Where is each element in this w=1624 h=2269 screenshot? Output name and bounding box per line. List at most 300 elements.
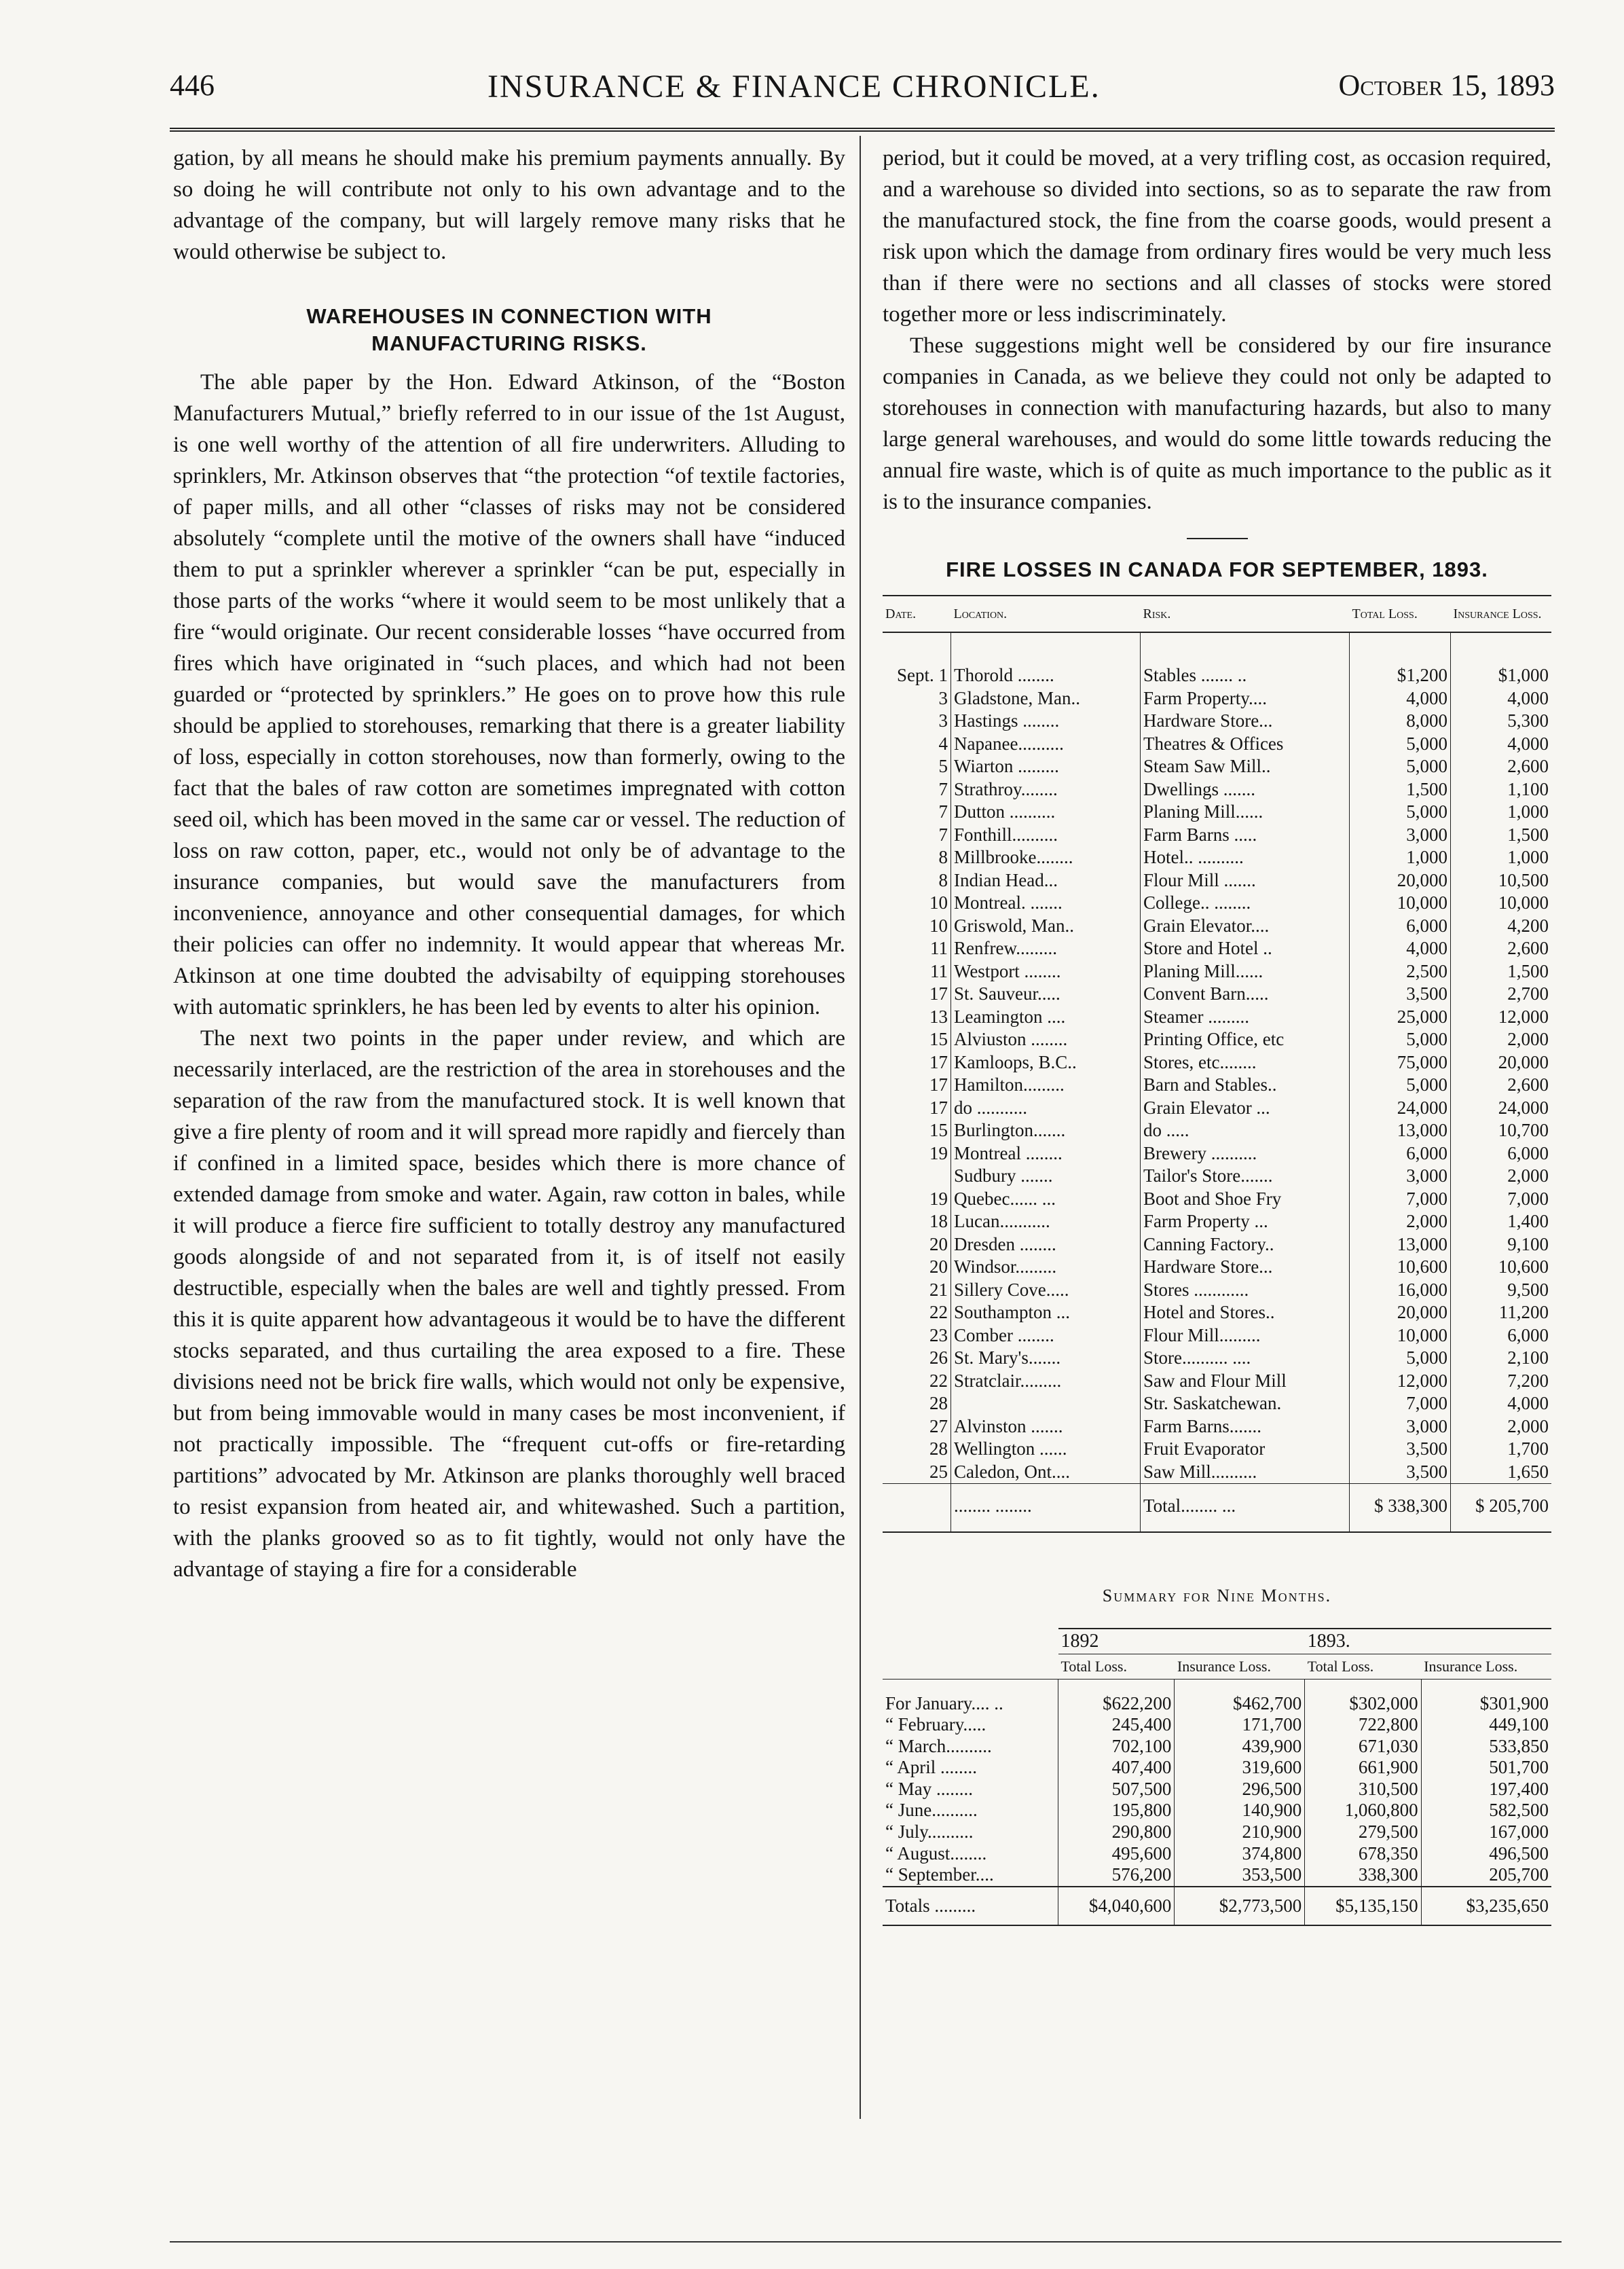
table-row (883, 755, 1551, 778)
fire-insurance-loss-cell: 10,500 (1498, 869, 1549, 890)
fire-location-cell: Thorold ........ (951, 632, 1141, 687)
fire-risk-cell: Saw Mill.......... (1141, 1461, 1350, 1484)
fire-location-cell: Indian Head... (951, 869, 1141, 892)
fire-location-cell: Fonthill.......... (951, 824, 1141, 847)
fire-date-cell: 19 (883, 1142, 951, 1165)
fire-total-loss-cell: 7,000 (1350, 1392, 1451, 1415)
fire-insurance-loss-cell: 10,700 (1498, 1120, 1549, 1140)
fire-location-cell: Lucan........... (951, 1210, 1141, 1233)
article-paragraph-3: period, but it could be moved, at a very trifling cost, as occasion required, and a warehouse so divided into sections, so as to separate the raw from the manufactured stock, the fine from the coarse goods, would present a risk upon which the damage from ordinary fires would be very much less than if there were no sections and all classes of stocks were stored together more or less indiscriminately. (883, 146, 1551, 327)
fire-total-loss-cell: 2,000 (1350, 1210, 1451, 1233)
fire-insurance-loss-cell: 10,000 (1498, 892, 1549, 913)
fire-location-cell (951, 1392, 1141, 1415)
fire-insurance-loss-cell: 7,200 (1507, 1370, 1549, 1391)
fire-date-cell: 11 (883, 960, 951, 983)
fire-risk-cell: Stores, etc........ (1141, 1051, 1350, 1074)
fire-total-label-cell: Total........ ... (1141, 1484, 1350, 1532)
fire-total-loss-cell: 3,500 (1350, 1461, 1451, 1484)
footer-rule (170, 2241, 1562, 2243)
fire-insurance-loss-cell: 2,600 (1507, 1074, 1549, 1095)
header-risk: Risk. (1141, 596, 1350, 632)
fire-risk-cell: Stores ............ (1141, 1279, 1350, 1302)
table-row (883, 1301, 1551, 1324)
summary-insurance-1893: $301,900 (1479, 1692, 1549, 1713)
fire-total-row (883, 1484, 1551, 1532)
table-row (883, 1006, 1551, 1029)
fire-risk-cell: Planing Mill...... (1141, 801, 1350, 824)
fire-date-cell: 7 (883, 801, 951, 824)
table-row (883, 937, 1551, 960)
summary-month-label: “ July.......... (883, 1821, 1058, 1843)
fire-total-loss-cell: 3,000 (1350, 1165, 1451, 1188)
fire-date-cell: 4 (883, 733, 951, 756)
fire-total-loss-sum: $ 338,300 (1350, 1484, 1451, 1532)
fire-date-cell: 23 (883, 1324, 951, 1347)
fire-date-cell: 17 (883, 1074, 951, 1097)
article-heading-line2: MANUFACTURING RISKS. (371, 331, 647, 355)
fire-date-cell: 28 (883, 1392, 951, 1415)
summary-month-label: “ May ........ (883, 1779, 1058, 1800)
fire-location-cell: Sillery Cove..... (951, 1279, 1141, 1302)
fire-total-loss-cell: 20,000 (1350, 869, 1451, 892)
fire-date-cell: 18 (883, 1210, 951, 1233)
fire-insurance-loss-cell: 6,000 (1507, 1142, 1549, 1163)
fire-location-cell: Southampton ... (951, 1301, 1141, 1324)
fire-location-cell: Caledon, Ont.... (951, 1461, 1141, 1484)
table-row (883, 1051, 1551, 1074)
column-divider (860, 136, 861, 2119)
table-row (883, 1757, 1551, 1779)
summary-insurance-1892: 210,900 (1175, 1821, 1305, 1843)
table-row (883, 1279, 1551, 1302)
summary-total-1892: 576,200 (1058, 1864, 1175, 1887)
summary-insurance-1893: 496,500 (1489, 1843, 1549, 1864)
fire-date-cell: 13 (883, 1006, 951, 1029)
summary-total-1892: 407,400 (1058, 1757, 1175, 1779)
table-row (883, 824, 1551, 847)
fire-total-location-cell: ........ ........ (951, 1484, 1141, 1532)
page-header (170, 68, 1555, 122)
fire-total-loss-cell: 3,500 (1350, 1438, 1451, 1461)
fire-insurance-loss-cell: 2,000 (1507, 1415, 1549, 1436)
fire-date-cell: 10 (883, 892, 951, 915)
summary-insurance-1893: 501,700 (1489, 1757, 1549, 1778)
fire-insurance-loss-cell: $1,000 (1498, 665, 1549, 685)
fire-risk-cell: Hardware Store... (1141, 710, 1350, 733)
summary-totals-row (883, 1887, 1551, 1926)
journal-title: INSURANCE & FINANCE CHRONICLE. (487, 69, 1101, 105)
header-rule (170, 128, 1555, 132)
fire-risk-cell: Printing Office, etc (1141, 1028, 1350, 1051)
fire-risk-cell: Farm Property.... (1141, 687, 1350, 710)
fire-total-loss-cell: 8,000 (1350, 710, 1451, 733)
summary-totals-insurance-1893: $3,235,650 (1421, 1887, 1551, 1926)
fire-location-cell: Kamloops, B.C.. (951, 1051, 1141, 1074)
fire-location-cell: Montreal ........ (951, 1142, 1141, 1165)
fire-total-loss-cell: 13,000 (1350, 1233, 1451, 1256)
fire-risk-cell: Convent Barn..... (1141, 983, 1350, 1006)
fire-risk-cell: Farm Barns....... (1141, 1415, 1350, 1438)
summary-total-1893: 279,500 (1305, 1821, 1421, 1843)
summary-header-insurance-1892: Insurance Loss. (1175, 1654, 1305, 1679)
summary-total-1892: 495,600 (1058, 1843, 1175, 1865)
fire-location-cell: Westport ........ (951, 960, 1141, 983)
fire-table-body (883, 632, 1551, 1532)
summary-month-label: “ June.......... (883, 1800, 1058, 1821)
article-paragraph-1: The able paper by the Hon. Edward Atkinson, of the “Boston Manufacturers Mutual,” briefly referred to in our issue of the 1st August, is one well worthy of the attention of all fire underwriters. Alluding to sprinklers, Mr. Atkinson observes that “the protection “of textile factories, of paper mills, and all other “classes of risks may not be considered absolutely “complete until the motive of the owners shall have “induced them to put a sprinkler wherever a sprinkler “can be put, especially in those parts of the works “where it would seem to be most unlikely that a fire “would originate. Our recent considerable losses “have occurred from fires which have originated in “such places, and which had not been guarded or “protected by sprinklers.” He goes on to prove how this rule should be applied to storehouses, remarking that there is a greater liability of loss, especially in cotton storehouses, now than formerly, owing to the fact that the bales of raw cotton are sometimes impregnated with cotton seed oil, which has been moved in the same car or vessel. The reduction of loss on raw cotton, paper, etc., would not only be of advantage to the insurance companies, but would save the manufacturers from inconvenience, annoyance and other consequential damages, for which their policies can offer no indemnity. It would appear that whereas Mr. Atkinson at one time doubted the advisabilty of equipping storehouses with automatic sprinklers, he has been led by events to alter his opinion. (173, 370, 845, 1019)
table-row (883, 1779, 1551, 1800)
fire-insurance-loss-cell: 2,100 (1507, 1347, 1549, 1368)
fire-total-loss-cell: 4,000 (1350, 937, 1451, 960)
fire-insurance-loss-cell: 7,000 (1507, 1188, 1549, 1209)
fire-date-cell: 7 (883, 824, 951, 847)
fire-risk-cell: Hotel.. .......... (1141, 846, 1350, 869)
fire-insurance-loss-cell: 2,000 (1507, 1029, 1549, 1049)
fire-total-loss-cell: 5,000 (1350, 1028, 1451, 1051)
fire-total-loss-cell: 5,000 (1350, 1074, 1451, 1097)
summary-totals-insurance-1892: $2,773,500 (1175, 1887, 1305, 1926)
fire-total-loss-cell: 16,000 (1350, 1279, 1451, 1302)
fire-risk-cell: Store.......... .... (1141, 1347, 1350, 1370)
fire-location-cell: Alvinston ....... (951, 1415, 1141, 1438)
fire-date-cell: 25 (883, 1461, 951, 1484)
fire-location-cell: Strathroy........ (951, 778, 1141, 801)
summary-corner (883, 1629, 1058, 1654)
summary-totals-total-1893: $5,135,150 (1305, 1887, 1421, 1926)
summary-year-1892: 1892 (1058, 1629, 1305, 1654)
fire-insurance-loss-cell: 1,500 (1507, 960, 1549, 981)
fire-date-cell: 3 (883, 687, 951, 710)
fire-insurance-loss-cell: 1,100 (1507, 778, 1549, 799)
summary-insurance-1892: 353,500 (1175, 1864, 1305, 1887)
fire-total-loss-cell: 5,000 (1350, 801, 1451, 824)
table-row (883, 1864, 1551, 1887)
fire-location-cell: Millbrooke........ (951, 846, 1141, 869)
table-row (883, 1074, 1551, 1097)
summary-total-1893: 671,030 (1305, 1736, 1421, 1758)
fire-risk-cell: Tailor's Store....... (1141, 1165, 1350, 1188)
fire-insurance-loss-cell: 2,600 (1507, 938, 1549, 958)
summary-insurance-1892: 439,900 (1175, 1736, 1305, 1758)
table-row (883, 1188, 1551, 1211)
summary-total-1893: 722,800 (1305, 1714, 1421, 1736)
fire-location-cell: Stratclair......... (951, 1370, 1141, 1393)
summary-total-1892: 195,800 (1058, 1800, 1175, 1821)
fire-total-loss-cell: 4,000 (1350, 687, 1451, 710)
table-row (883, 733, 1551, 756)
table-row (883, 1392, 1551, 1415)
table-row (883, 1256, 1551, 1279)
summary-insurance-1892: 319,600 (1175, 1757, 1305, 1779)
summary-total-1893: 338,300 (1305, 1864, 1421, 1887)
fire-date-cell: 22 (883, 1370, 951, 1393)
fire-location-cell: Napanee.......... (951, 733, 1141, 756)
fire-risk-cell: Flour Mill......... (1141, 1324, 1350, 1347)
fire-location-cell: Hamilton......... (951, 1074, 1141, 1097)
fire-location-cell: Burlington....... (951, 1119, 1141, 1142)
fire-table-header-row (883, 596, 1551, 632)
fire-insurance-loss-cell: 9,500 (1507, 1279, 1549, 1300)
table-row (883, 1028, 1551, 1051)
fire-insurance-loss-cell: 9,100 (1507, 1233, 1549, 1254)
fire-location-cell: Dutton .......... (951, 801, 1141, 824)
intro-paragraph: gation, by all means he should make his premium payments annually. By so doing he will contribute not only to his own advantage and to the advantage of the company, but will largely remove many risks that he would otherwise be subject to. (173, 146, 845, 264)
right-column (883, 143, 1551, 1926)
fire-date-cell: 28 (883, 1438, 951, 1461)
fire-location-cell: Quebec...... ... (951, 1188, 1141, 1211)
fire-location-cell: St. Mary's....... (951, 1347, 1141, 1370)
summary-column-row (883, 1654, 1551, 1679)
fire-total-loss-cell: $1,200 (1350, 632, 1451, 687)
summary-insurance-1892: 374,800 (1175, 1843, 1305, 1865)
fire-insurance-loss-cell: 1,500 (1507, 824, 1549, 845)
fire-insurance-loss-cell: 12,000 (1498, 1006, 1549, 1027)
table-row (883, 1165, 1551, 1188)
fire-location-cell: Griswold, Man.. (951, 915, 1141, 938)
fire-location-cell: Dresden ........ (951, 1233, 1141, 1256)
summary-header-total-1892: Total Loss. (1058, 1654, 1175, 1679)
fire-risk-cell: Canning Factory.. (1141, 1233, 1350, 1256)
fire-location-cell: Wellington ...... (951, 1438, 1141, 1461)
fire-risk-cell: Saw and Flour Mill (1141, 1370, 1350, 1393)
table-row (883, 983, 1551, 1006)
fire-location-cell: Renfrew......... (951, 937, 1141, 960)
left-column (173, 143, 845, 1585)
fire-insurance-loss-cell: 4,200 (1507, 915, 1549, 936)
fire-total-loss-cell: 3,000 (1350, 1415, 1451, 1438)
summary-total-1893: $302,000 (1305, 1679, 1421, 1714)
fire-insurance-loss-cell: 1,700 (1507, 1438, 1549, 1459)
table-row (883, 1415, 1551, 1438)
fire-total-loss-cell: 10,000 (1350, 892, 1451, 915)
summary-label-header (883, 1654, 1058, 1679)
fire-location-cell: do ........... (951, 1097, 1141, 1120)
summary-insurance-1893: 533,850 (1489, 1735, 1549, 1756)
table-row (883, 1347, 1551, 1370)
fire-date-cell: 26 (883, 1347, 951, 1370)
summary-insurance-1893: 205,700 (1489, 1864, 1549, 1885)
table-row (883, 915, 1551, 938)
fire-total-loss-cell: 1,500 (1350, 778, 1451, 801)
fire-risk-cell: Stables ....... .. (1141, 632, 1350, 687)
table-row (883, 1800, 1551, 1821)
table-row (883, 1119, 1551, 1142)
fire-total-loss-cell: 5,000 (1350, 755, 1451, 778)
fire-date-cell: 5 (883, 755, 951, 778)
fire-risk-cell: Planing Mill...... (1141, 960, 1350, 983)
summary-table-body (883, 1679, 1551, 1925)
fire-insurance-loss-sum: $ 205,700 (1451, 1484, 1552, 1532)
fire-insurance-loss-cell: 1,650 (1507, 1461, 1549, 1482)
fire-risk-cell: Flour Mill ....... (1141, 869, 1350, 892)
table-row (883, 687, 1551, 710)
fire-total-loss-cell: 2,500 (1350, 960, 1451, 983)
fire-total-loss-cell: 12,000 (1350, 1370, 1451, 1393)
fire-date-cell (883, 1165, 951, 1188)
fire-total-loss-cell: 1,000 (1350, 846, 1451, 869)
summary-totals-label: Totals ......... (883, 1887, 1058, 1926)
fire-date-cell: Sept. 1 (883, 632, 951, 687)
table-row (883, 1843, 1551, 1865)
table-row (883, 1679, 1551, 1714)
fire-risk-cell: Steamer ......... (1141, 1006, 1350, 1029)
fire-date-cell: 27 (883, 1415, 951, 1438)
fire-date-cell: 17 (883, 983, 951, 1006)
summary-month-label: “ February..... (883, 1714, 1058, 1736)
fire-total-loss-cell: 3,000 (1350, 824, 1451, 847)
fire-insurance-loss-cell: 1,000 (1507, 801, 1549, 822)
fire-total-loss-cell: 13,000 (1350, 1119, 1451, 1142)
fire-risk-cell: Store and Hotel .. (1141, 937, 1350, 960)
fire-insurance-loss-cell: 5,300 (1507, 710, 1549, 731)
fire-date-cell: 15 (883, 1119, 951, 1142)
fire-risk-cell: Farm Barns ..... (1141, 824, 1350, 847)
fire-losses-table (883, 595, 1551, 1533)
fire-date-cell: 20 (883, 1233, 951, 1256)
summary-total-1892: 507,500 (1058, 1779, 1175, 1800)
article-paragraph-2: The next two points in the paper under review, and which are necessarily interlaced, are the restriction of the area in storehouses and the separation of the raw from the manufactured stock. It is well known that give a fire plenty of room and it will spread more rapidly and fiercely than if confined in a limited space, besides which there is more chance of extended damage from smoke and water. Again, raw cotton in bales, while it will produce a fierce fire sufficient to totally destroy any manufactured goods alongside of and not separated from it, is of itself not easily destructible, especially when the bales are well and tightly pressed. From this it is quite apparent how advantageous it would be to have the different stocks separated, and thus curtailing the area exposed to a fire. These divisions need not be brick fire walls, which would not only be expensive, but from being immovable would in many cases be most inconvenient, if not practically impossible. The “frequent cut-offs or fire-retarding partitions” advocated by Mr. Atkinson are planks thoroughly well braced to resist expansion from heated air, and whitewashed. Such a partition, with the planks grooved so as to fit tightly, would not only have the advantage of staying a fire for a considerable (173, 1026, 845, 1582)
summary-total-1892: $622,200 (1058, 1679, 1175, 1714)
fire-risk-cell: Brewery .......... (1141, 1142, 1350, 1165)
fire-insurance-loss-cell: 2,000 (1507, 1165, 1549, 1186)
table-row (883, 710, 1551, 733)
summary-total-1893: 661,900 (1305, 1757, 1421, 1779)
fire-location-cell: Hastings ........ (951, 710, 1141, 733)
summary-insurance-1892: $462,700 (1175, 1679, 1305, 1714)
header-total-loss: Total Loss. (1350, 596, 1451, 632)
fire-total-loss-cell: 6,000 (1350, 1142, 1451, 1165)
fire-total-loss-cell: 3,500 (1350, 983, 1451, 1006)
fire-insurance-loss-cell: 10,600 (1498, 1256, 1549, 1277)
fire-insurance-loss-cell: 1,000 (1507, 847, 1549, 867)
fire-insurance-loss-cell: 20,000 (1498, 1051, 1549, 1072)
section-divider (1187, 538, 1248, 539)
fire-risk-cell: do ..... (1141, 1119, 1350, 1142)
summary-month-label: “ August........ (883, 1843, 1058, 1865)
summary-month-label: “ September.... (883, 1864, 1058, 1887)
header-location: Location. (951, 596, 1141, 632)
fire-location-cell: Wiarton ......... (951, 755, 1141, 778)
fire-date-cell: 20 (883, 1256, 951, 1279)
table-row (883, 1461, 1551, 1484)
fire-total-date-cell (883, 1484, 951, 1532)
table-row (883, 960, 1551, 983)
table-row (883, 632, 1551, 687)
summary-month-label: “ April ........ (883, 1757, 1058, 1779)
summary-year-1893: 1893. (1305, 1629, 1551, 1654)
table-row (883, 869, 1551, 892)
fire-date-cell: 11 (883, 937, 951, 960)
fire-risk-cell: Steam Saw Mill.. (1141, 755, 1350, 778)
fire-risk-cell: Str. Saskatchewan. (1141, 1392, 1350, 1415)
fire-insurance-loss-cell: 2,700 (1507, 983, 1549, 1004)
fire-location-cell: Windsor......... (951, 1256, 1141, 1279)
fire-risk-cell: Barn and Stables.. (1141, 1074, 1350, 1097)
summary-month-label: For January.... .. (883, 1679, 1058, 1714)
table-row (883, 1714, 1551, 1736)
summary-insurance-1893: 197,400 (1489, 1778, 1549, 1799)
fire-date-cell: 15 (883, 1028, 951, 1051)
fire-risk-cell: Grain Elevator ... (1141, 1097, 1350, 1120)
summary-total-1892: 290,800 (1058, 1821, 1175, 1843)
fire-insurance-loss-cell: 2,600 (1507, 756, 1549, 776)
table-row (883, 801, 1551, 824)
fire-risk-cell: Hotel and Stores.. (1141, 1301, 1350, 1324)
table-row (883, 1370, 1551, 1393)
fire-risk-cell: College.. ........ (1141, 892, 1350, 915)
table-row (883, 846, 1551, 869)
header-insurance-loss: Insurance Loss. (1451, 596, 1552, 632)
fire-total-loss-cell: 7,000 (1350, 1188, 1451, 1211)
table-row (883, 892, 1551, 915)
fire-location-cell: St. Sauveur..... (951, 983, 1141, 1006)
article-heading (173, 303, 845, 357)
article-heading-line1: WAREHOUSES IN CONNECTION WITH (306, 304, 712, 328)
fire-total-loss-cell: 25,000 (1350, 1006, 1451, 1029)
fire-location-cell: Leamington .... (951, 1006, 1141, 1029)
fire-insurance-loss-cell: 4,000 (1507, 733, 1549, 754)
fire-total-loss-cell: 5,000 (1350, 733, 1451, 756)
summary-insurance-1892: 171,700 (1175, 1714, 1305, 1736)
issue-date: October 15, 1893 (1338, 69, 1555, 102)
summary-title: Summary for Nine Months. (1102, 1585, 1332, 1605)
fire-location-cell: Sudbury ....... (951, 1165, 1141, 1188)
fire-total-loss-cell: 10,600 (1350, 1256, 1451, 1279)
fire-insurance-loss-cell: 24,000 (1498, 1097, 1549, 1118)
fire-total-loss-cell: 6,000 (1350, 915, 1451, 938)
fire-date-cell: 3 (883, 710, 951, 733)
summary-insurance-1892: 296,500 (1175, 1779, 1305, 1800)
fire-risk-cell: Grain Elevator.... (1141, 915, 1350, 938)
summary-insurance-1892: 140,900 (1175, 1800, 1305, 1821)
summary-totals-total-1892: $4,040,600 (1058, 1887, 1175, 1926)
fire-date-cell: 22 (883, 1301, 951, 1324)
article-paragraph-4: These suggestions might well be considered by our fire insurance companies in Canada, as we believe they could not only be adapted to storehouses in connection with manufacturing hazards, but also to many large general warehouses, and would do some little towards reducing the annual fire waste, which is of quite as much importance to the public as it is to the insurance companies. (883, 333, 1551, 514)
summary-total-1893: 1,060,800 (1305, 1800, 1421, 1821)
fire-location-cell: Alviuston ........ (951, 1028, 1141, 1051)
summary-header-total-1893: Total Loss. (1305, 1654, 1421, 1679)
header-date: Date. (883, 596, 951, 632)
summary-total-1893: 310,500 (1305, 1779, 1421, 1800)
page-number: 446 (170, 69, 215, 102)
fire-risk-cell: Dwellings ....... (1141, 778, 1350, 801)
fire-date-cell: 8 (883, 846, 951, 869)
fire-date-cell: 21 (883, 1279, 951, 1302)
summary-total-1892: 245,400 (1058, 1714, 1175, 1736)
table-row (883, 1233, 1551, 1256)
fire-insurance-loss-cell: 1,400 (1507, 1211, 1549, 1231)
fire-total-loss-cell: 5,000 (1350, 1347, 1451, 1370)
fire-table-title: FIRE LOSSES IN CANADA FOR SEPTEMBER, 1893. (946, 558, 1488, 581)
summary-total-1892: 702,100 (1058, 1736, 1175, 1758)
fire-risk-cell: Theatres & Offices (1141, 733, 1350, 756)
fire-insurance-loss-cell: 4,000 (1507, 687, 1549, 708)
fire-insurance-loss-cell: 6,000 (1507, 1324, 1549, 1345)
fire-date-cell: 17 (883, 1051, 951, 1074)
fire-date-cell: 7 (883, 778, 951, 801)
table-row (883, 1438, 1551, 1461)
summary-year-row (883, 1629, 1551, 1654)
summary-insurance-1893: 449,100 (1489, 1714, 1549, 1735)
fire-total-loss-cell: 24,000 (1350, 1097, 1451, 1120)
fire-date-cell: 17 (883, 1097, 951, 1120)
table-row (883, 1736, 1551, 1758)
table-row (883, 1821, 1551, 1843)
table-row (883, 1210, 1551, 1233)
fire-location-cell: Montreal. ....... (951, 892, 1141, 915)
fire-total-loss-cell: 75,000 (1350, 1051, 1451, 1074)
fire-insurance-loss-cell: 4,000 (1507, 1393, 1549, 1413)
